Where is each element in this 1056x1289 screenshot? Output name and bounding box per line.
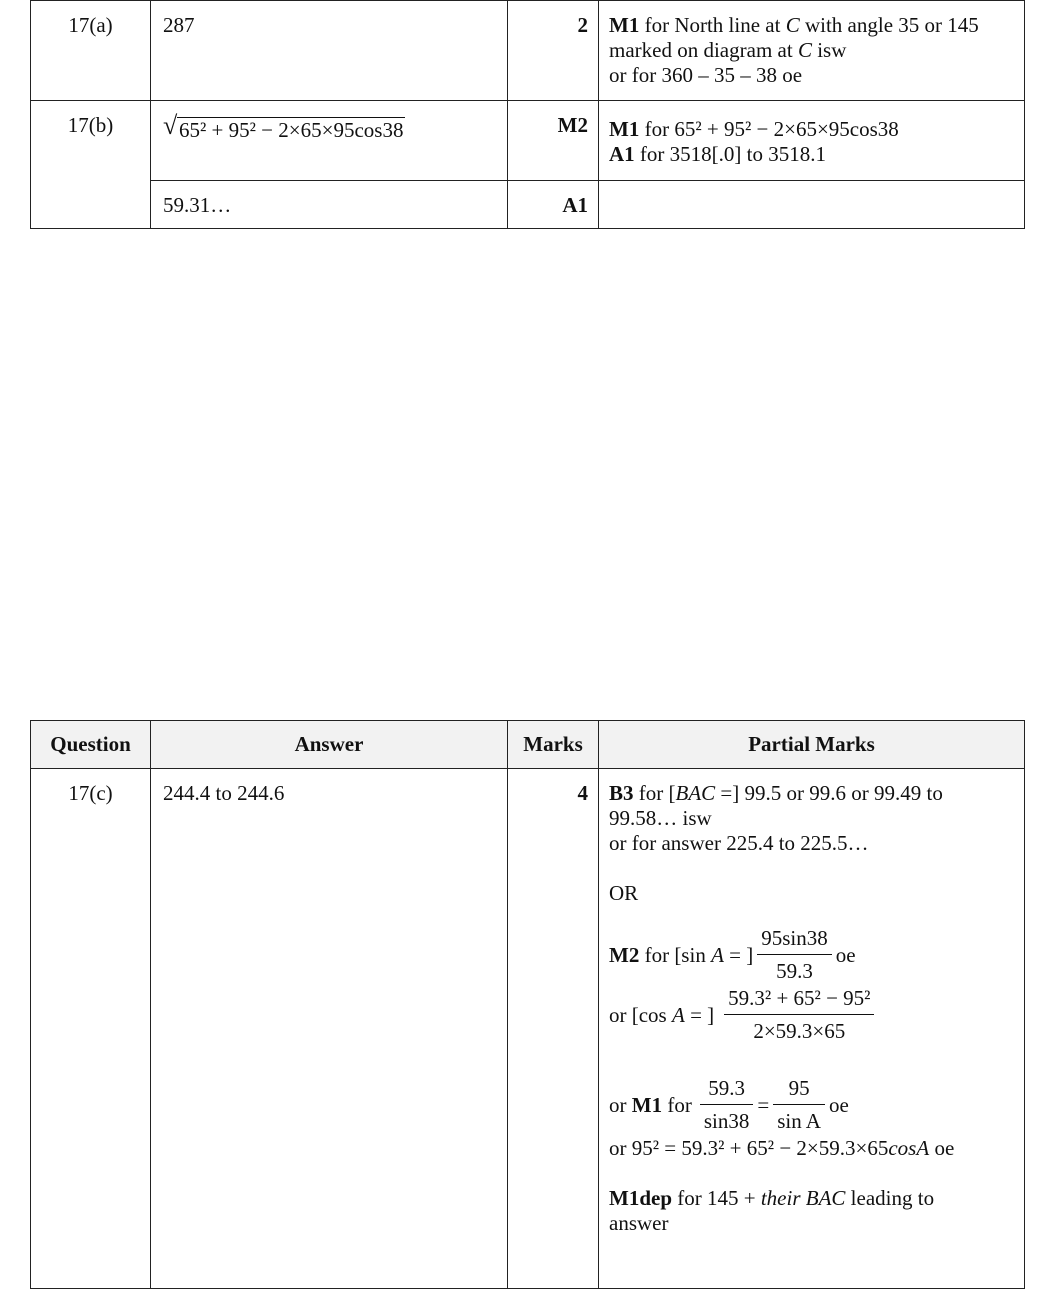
text: for [sin [639,942,712,967]
marks-cell: 4 [508,769,599,1289]
variable: A [671,1002,685,1027]
text: for [639,117,675,141]
text: oe [934,1136,955,1160]
text: or [cos [609,1002,672,1027]
text: marked on diagram at [609,38,798,62]
mark-code: M2 [609,942,640,967]
text: or for answer 225.4 to 225.5… [609,831,869,855]
fraction [724,986,874,1044]
angle-label: BAC [675,781,716,805]
fraction [757,926,832,984]
header-answer: Answer [151,721,508,769]
text: for [662,1092,692,1117]
cosine-line [609,986,1016,1044]
text: oe [835,942,856,967]
header-question: Question [31,721,151,769]
marks-cell: A1 [508,181,599,229]
partial-marks-cell [599,181,1025,229]
denominator: 2×59.3×65 [753,1019,846,1043]
text: their BAC [760,1186,846,1210]
text: for 145 + [672,1186,761,1210]
answer-cell: 287 [151,1,508,101]
text: 99.58… isw [609,806,712,830]
or-separator: OR [609,881,639,905]
text: =] 99.5 or 99.6 or 99.49 to [715,781,943,805]
partial-marks-cell [599,769,1025,1289]
m2-sine-line [609,926,1016,984]
mark-code: A1 [609,142,635,166]
mark-code: M1 [609,117,640,141]
answer-cell: 59.31… [151,181,508,229]
text: isw [811,38,847,62]
numerator: 95sin38 [757,926,832,955]
m1-sine-rule-line [609,1076,1016,1134]
text: = ] [723,942,754,967]
numerator: 95 [773,1076,825,1105]
denominator: sin A [777,1109,821,1133]
question-cell: 17(c) [31,769,151,1289]
denominator: 59.3 [776,959,813,983]
text: for 3518[.0] to 3518.1 [634,142,826,166]
mark-code: M1 [631,1092,663,1117]
text: or [609,1092,632,1117]
text: = ] [684,1002,715,1027]
answer-cell [151,101,508,181]
partial-marks-cell [599,1,1025,101]
fraction [700,1076,754,1134]
question-cell: 17(b) [31,101,151,229]
expression: 65² + 95² − 2×65×95cos38 [674,117,899,141]
table-row-17a [31,1,1025,101]
variable: A [711,942,724,967]
header-partial-marks: Partial Marks [599,721,1025,769]
mark-code: B3 [609,781,634,805]
square-root-expression: √ 65² + 95² − 2×65×95cos38 [163,111,404,142]
mark-code: M1 [609,13,640,37]
partial-marks-cell [599,101,1025,181]
numerator: 59.3² + 65² − 95² [724,986,874,1015]
text: with angle 35 or 145 [799,13,979,37]
table-row-17b [31,101,1025,181]
expression: cosA [888,1136,930,1160]
text: answer [609,1211,669,1235]
header-row [31,721,1025,769]
denominator: sin38 [703,1109,750,1133]
point-label: C [797,38,812,62]
text: leading to [845,1186,935,1210]
text: for North line at [639,13,786,37]
text: or for 360 – 35 – 38 oe [609,63,803,87]
cosine-rule-line [609,1136,1016,1161]
table-row-17c [31,769,1025,1289]
numerator: 59.3 [700,1076,754,1105]
mark-scheme-table-bottom [30,720,1025,1289]
mark-code: M1dep [609,1186,672,1210]
marks-cell: 2 [508,1,599,101]
point-label: C [785,13,800,37]
fraction [773,1076,825,1134]
header-marks: Marks [508,721,599,769]
radicand: 65² + 95² − 2×65×95cos38 [179,118,404,142]
marks-cell: M2 [508,101,599,181]
text: or [609,1136,632,1160]
equals-sign: = [757,1092,770,1117]
answer-cell: 244.4 to 244.6 [151,769,508,1289]
expression: 95² = 59.3² + 65² − 2×59.3×65 [631,1136,889,1160]
text: for [ [633,781,676,805]
mark-scheme-table-top [30,0,1025,229]
text: oe [828,1092,849,1117]
table-row-17b-final [31,181,1025,229]
question-cell: 17(a) [31,1,151,101]
